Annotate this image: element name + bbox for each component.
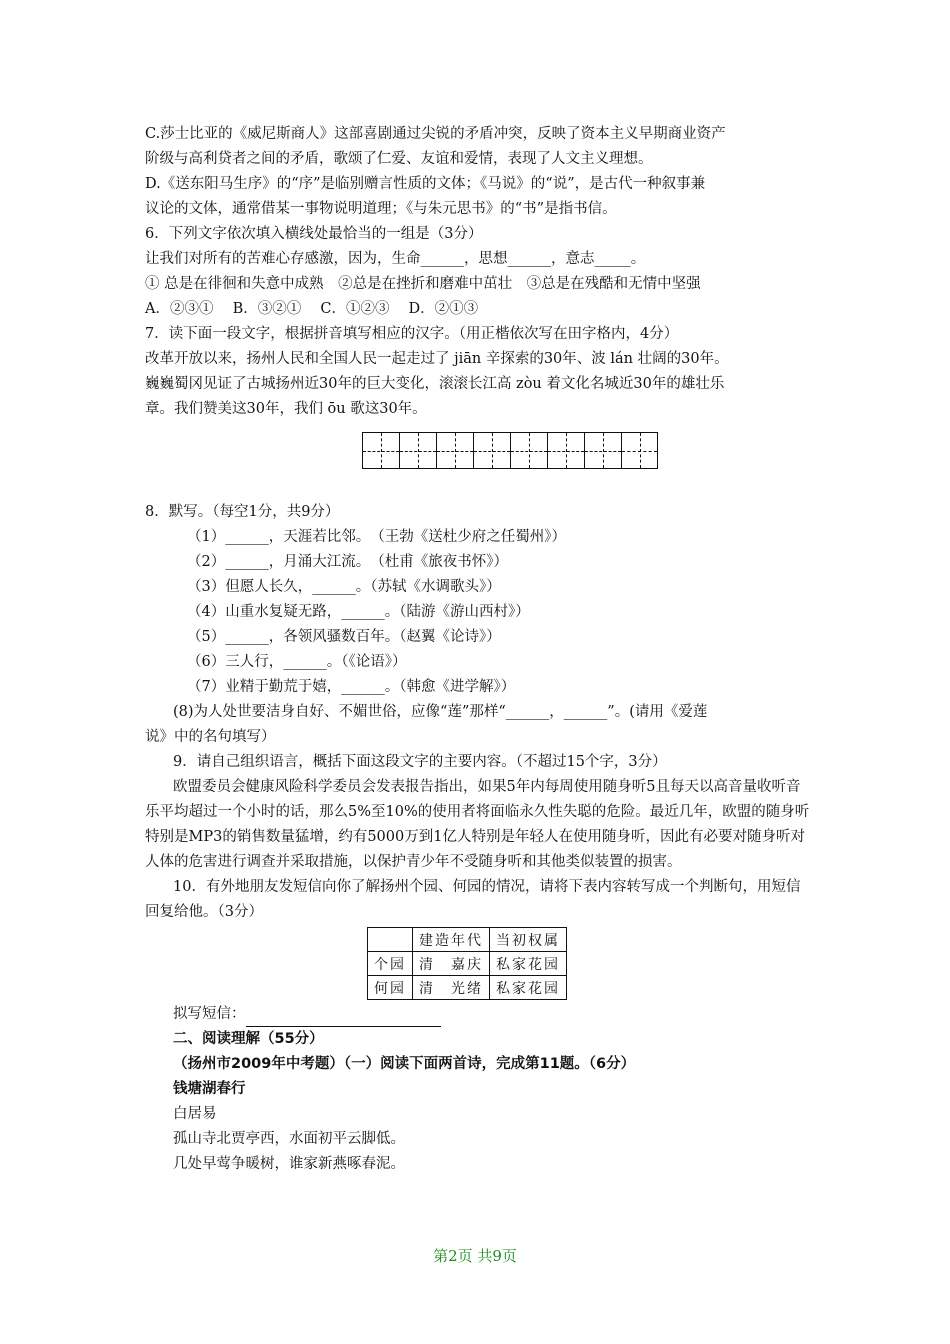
table-cell: 何园 [368,976,413,1000]
table-cell: 私家花园 [490,976,567,1000]
draft-message-blank[interactable] [246,1010,441,1027]
poem-line-2: 几处早莺争暖树，谁家新燕啄春泥。 [173,1156,405,1172]
table-header-cell [368,928,413,952]
garden-table [367,927,567,1000]
question-8-item-6: （6）三人行，______。（《论语》） [187,654,407,670]
tianzige-grid[interactable] [362,432,810,470]
question-9-passage: 欧盟委员会健康风险科学委员会发表报告指出，如果5年内每周使用随身听5且每天以高音量收听音乐平均超过一个小时的话，那么5%至10%的使用者将面临永久性失聪的危险。最近几年，欧盟的随身听特别是MP3的销售数量猛增，约有5000万到1亿人特别是年轻人在使用随身听，因此有必要对随身听对人体的危害进行调查并采取措施，以保护青少年不受随身听和其他类似装置的损害。 [145,779,810,870]
question-8-item-3: （3）但愿人长久，______。（苏轼《水调歌头》） [187,579,501,595]
table-cell: 私家花园 [490,952,567,976]
question-6: 6．下列文字依次填入横线处最恰当的一组是（3分） [145,226,483,242]
question-8-item-7: （7）业精于勤荒于嬉，______。（韩愈《进学解》） [187,679,516,695]
poem-title: 钱塘湖春行 [173,1081,246,1097]
table-cell: 个园 [368,952,413,976]
question-8-item-8-cont: 说》中的名句填写） [145,729,276,745]
table-header-cell: 建造年代 [413,928,490,952]
page-footer: 第2页 共9页 [433,1247,517,1265]
question-7-text3: 章。我们赞美这30年，我们 ōu 歌这30年。 [145,401,427,417]
option-d-line2: 议论的文体，通常借某一事物说明道理；《与朱元思书》的“书”是指书信。 [145,201,617,217]
table-row [368,952,567,976]
grid-cell[interactable] [399,432,436,469]
grid-cell[interactable] [547,432,584,469]
poem-line-1: 孤山寺北贾亭西，水面初平云脚低。 [173,1131,405,1147]
grid-cell[interactable] [584,432,621,469]
draft-message-label: 拟写短信： [173,1006,246,1022]
question-7-text1: 改革开放以来，扬州人民和全国人民一起走过了 jiān 辛探索的30年、波 lán 壮阔的30年。 [145,351,729,367]
question-8-item-5: （5）______，各领风骚数百年。（赵翼《论诗》） [187,629,501,645]
question-9: 9．请自己组织语言，概括下面这段文字的主要内容。（不超过15个字，3分） [173,754,667,770]
option-c-line2: 阶级与高利贷者之间的矛盾，歌颂了仁爱、友谊和爱情，表现了人文主义理想。 [145,151,653,167]
table-header-row [368,928,567,952]
question-6-options: A．②③① B．③②① C．①②③ D．②①③ [145,301,479,317]
grid-cell[interactable] [436,432,473,469]
section-2-intro: （扬州市2009年中考题）（一）阅读下面两首诗，完成第11题。（6分） [173,1056,636,1072]
draft-message-line [145,1002,810,1027]
section-2-title: 二、阅读理解（55分） [173,1031,324,1047]
question-10: 10．有外地朋友发短信向你了解扬州个园、何园的情况，请将下表内容转写成一个判断句，用短信回复给他。（3分） [145,879,801,920]
grid-cell[interactable] [510,432,547,469]
option-d-line1: D.《送东阳马生序》的“序”是临别赠言性质的文体；《马说》的“说”，是古代一种叙事兼 [145,176,706,192]
question-7: 7．读下面一段文字，根据拼音填写相应的汉字。（用正楷依次写在田字格内，4分） [145,326,679,342]
question-8-item-2: （2）______，月涌大江流。 （杜甫《旅夜书怀》） [187,554,508,570]
grid-cell[interactable] [473,432,510,469]
question-8-item-8: (8)为人处世要洁身自好、不媚世俗，应像“莲”那样“______，______”。(请用《爱莲 [173,704,708,720]
grid-cell[interactable] [621,432,658,469]
table-header-cell: 当初权属 [490,928,567,952]
question-6-phrases: ① 总是在徘徊和失意中成熟 ②总是在挫折和磨难中茁壮 ③总是在残酷和无情中坚强 [145,276,701,292]
question-8-item-1: （1）______，天涯若比邻。 （王勃《送杜少府之任蜀州》） [187,529,566,545]
grid-cell[interactable] [362,432,399,469]
question-6-sentence: 让我们对所有的苦难心存感激，因为，生命______，思想______，意志_____。 [145,251,646,267]
question-8-item-4: （4）山重水复疑无路，______。（陆游《游山西村》） [187,604,530,620]
option-c-line1: C.莎士比亚的《威尼斯商人》这部喜剧通过尖锐的矛盾冲突，反映了资本主义早期商业资产 [145,126,726,142]
question-7-text2: 巍巍蜀冈见证了古城扬州近30年的巨大变化，滚滚长江高 zòu 着文化名城近30年的雄壮乐 [145,376,725,392]
table-cell: 清 嘉庆 [413,952,490,976]
question-8: 8．默写。（每空1分，共9分） [145,504,340,520]
poem-author: 白居易 [173,1106,217,1122]
table-row [368,976,567,1000]
table-cell: 清 光绪 [413,976,490,1000]
exam-page [145,122,810,1177]
